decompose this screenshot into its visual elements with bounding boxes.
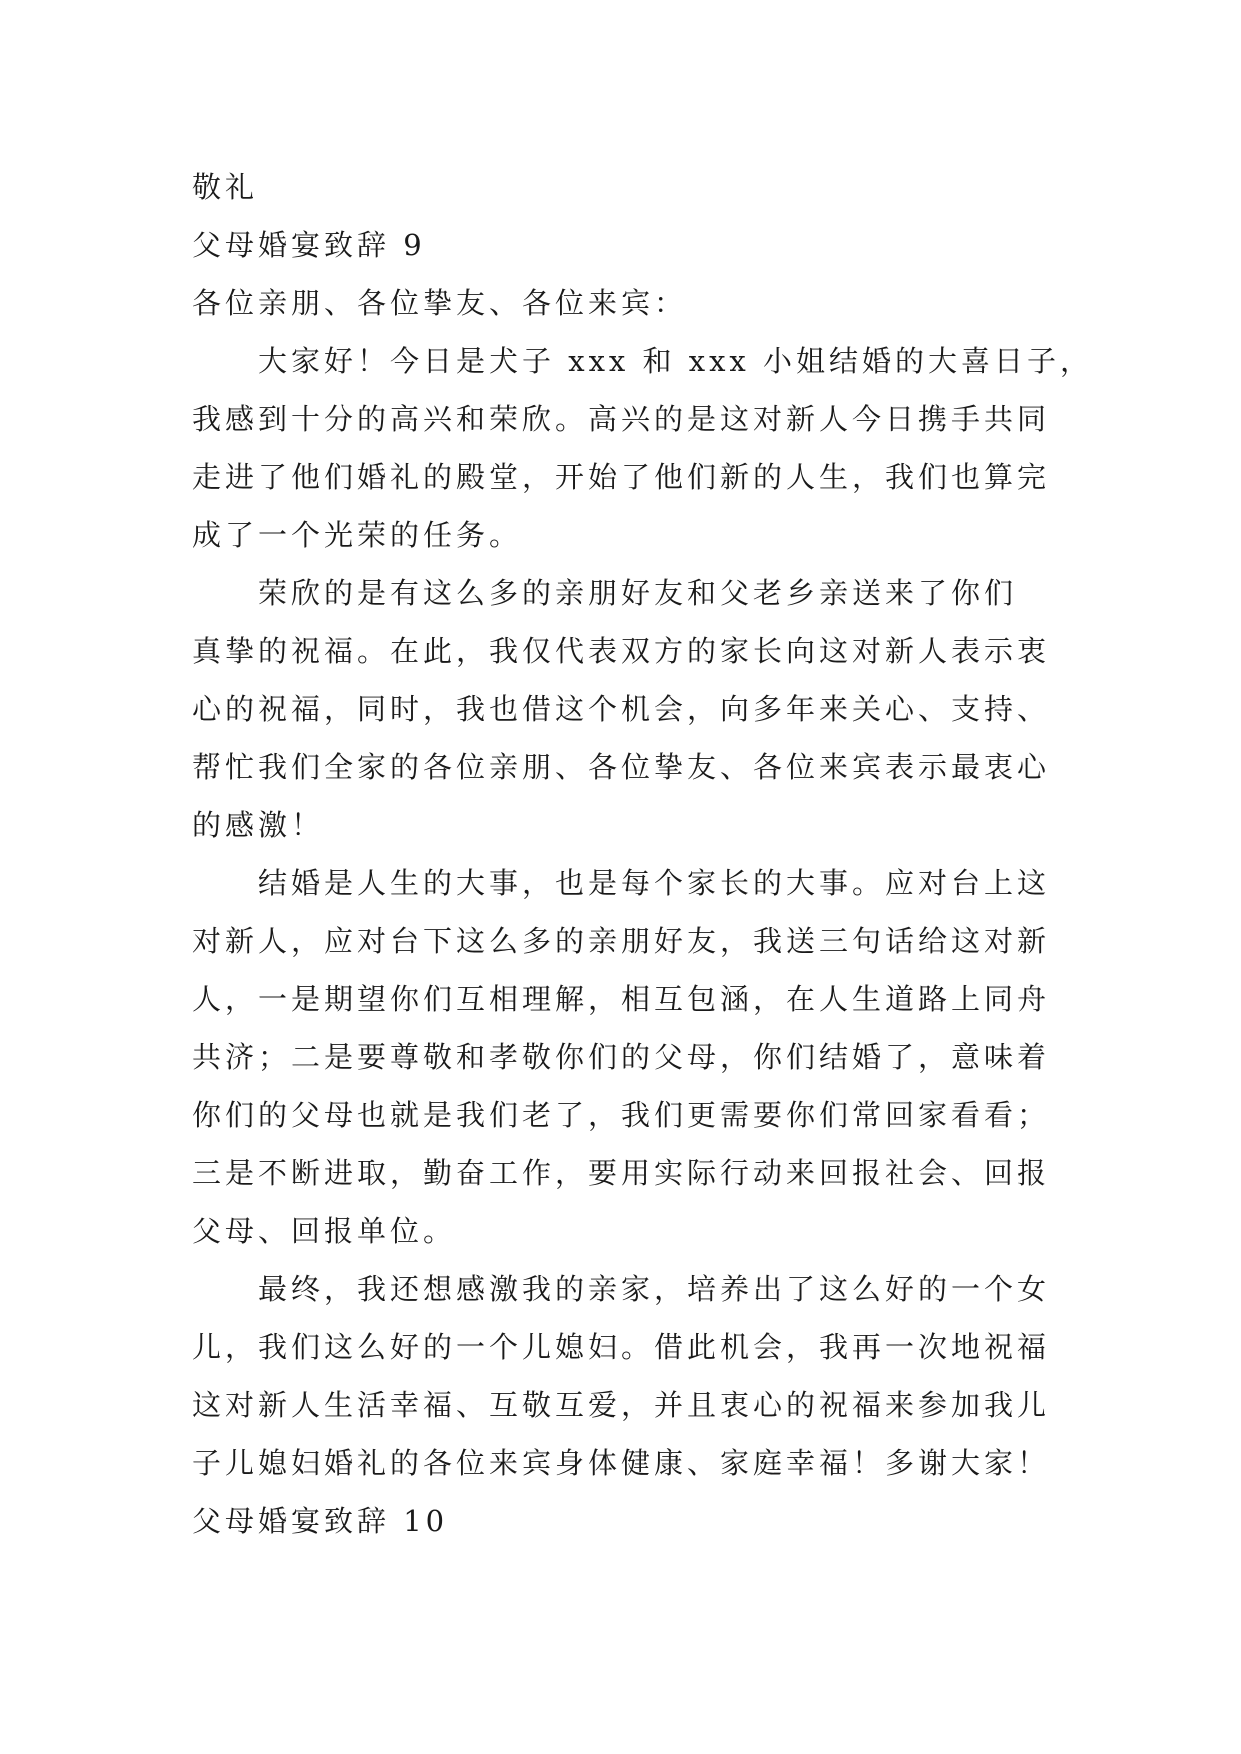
paragraph-1 xyxy=(192,332,1094,564)
paragraph-line: 真挚的祝福。在此，我仅代表双方的家长向这对新人表示衷 xyxy=(192,634,1051,668)
paragraph-line: 大家好！今日是犬子 xxx 和 xxx 小姐结婚的大喜日子， xyxy=(258,344,1094,378)
paragraph-line: 结婚是人生的大事，也是每个家长的大事。应对台上这 xyxy=(258,866,1051,900)
salutation: 各位亲朋、各位挚友、各位来宾： xyxy=(192,286,688,320)
paragraph-line: 成了一个光荣的任务。 xyxy=(192,518,523,552)
paragraph-line: 共济；二是要尊敬和孝敬你们的父母，你们结婚了，意味着 xyxy=(192,1040,1051,1074)
paragraph-line: 人，一是期望你们互相理解，相互包涵，在人生道路上同舟 xyxy=(192,982,1051,1016)
document-page xyxy=(192,158,1094,1550)
paragraph-line: 心的祝福，同时，我也借这个机会，向多年来关心、支持、 xyxy=(192,692,1051,726)
section-heading-10: 父母婚宴致辞 10 xyxy=(192,1504,449,1538)
paragraph-4 xyxy=(192,1260,1072,1492)
paragraph-line: 最终，我还想感激我的亲家，培养出了这么好的一个女 xyxy=(258,1272,1051,1306)
paragraph-line: 走进了他们婚礼的殿堂，开始了他们新的人生，我们也算完 xyxy=(192,460,1051,494)
paragraph-line: 儿，我们这么好的一个儿媳妇。借此机会，我再一次地祝福 xyxy=(192,1330,1051,1364)
paragraph-line: 子儿媳妇婚礼的各位来宾身体健康、家庭幸福！多谢大家！ xyxy=(192,1446,1051,1480)
paragraph-line: 你们的父母也就是我们老了，我们更需要你们常回家看看； xyxy=(192,1098,1051,1132)
paragraph-2 xyxy=(192,564,1072,854)
paragraph-line: 三是不断进取，勤奋工作，要用实际行动来回报社会、回报 xyxy=(192,1156,1051,1190)
closing-text: 敬礼 xyxy=(192,170,259,204)
paragraph-3 xyxy=(192,854,1072,1260)
paragraph-line: 的感激！ xyxy=(192,808,325,842)
paragraph-line: 对新人，应对台下这么多的亲朋好友，我送三句话给这对新 xyxy=(192,924,1051,958)
paragraph-line: 我感到十分的高兴和荣欣。高兴的是这对新人今日携手共同 xyxy=(192,402,1051,436)
paragraph-line: 父母、回报单位。 xyxy=(192,1214,457,1248)
paragraph-line: 帮忙我们全家的各位亲朋、各位挚友、各位来宾表示最衷心 xyxy=(192,750,1051,784)
section-heading-9: 父母婚宴致辞 9 xyxy=(192,228,426,262)
paragraph-line: 这对新人生活幸福、互敬互爱，并且衷心的祝福来参加我儿 xyxy=(192,1388,1051,1422)
paragraph-line: 荣欣的是有这么多的亲朋好友和父老乡亲送来了你们 xyxy=(258,576,1018,610)
